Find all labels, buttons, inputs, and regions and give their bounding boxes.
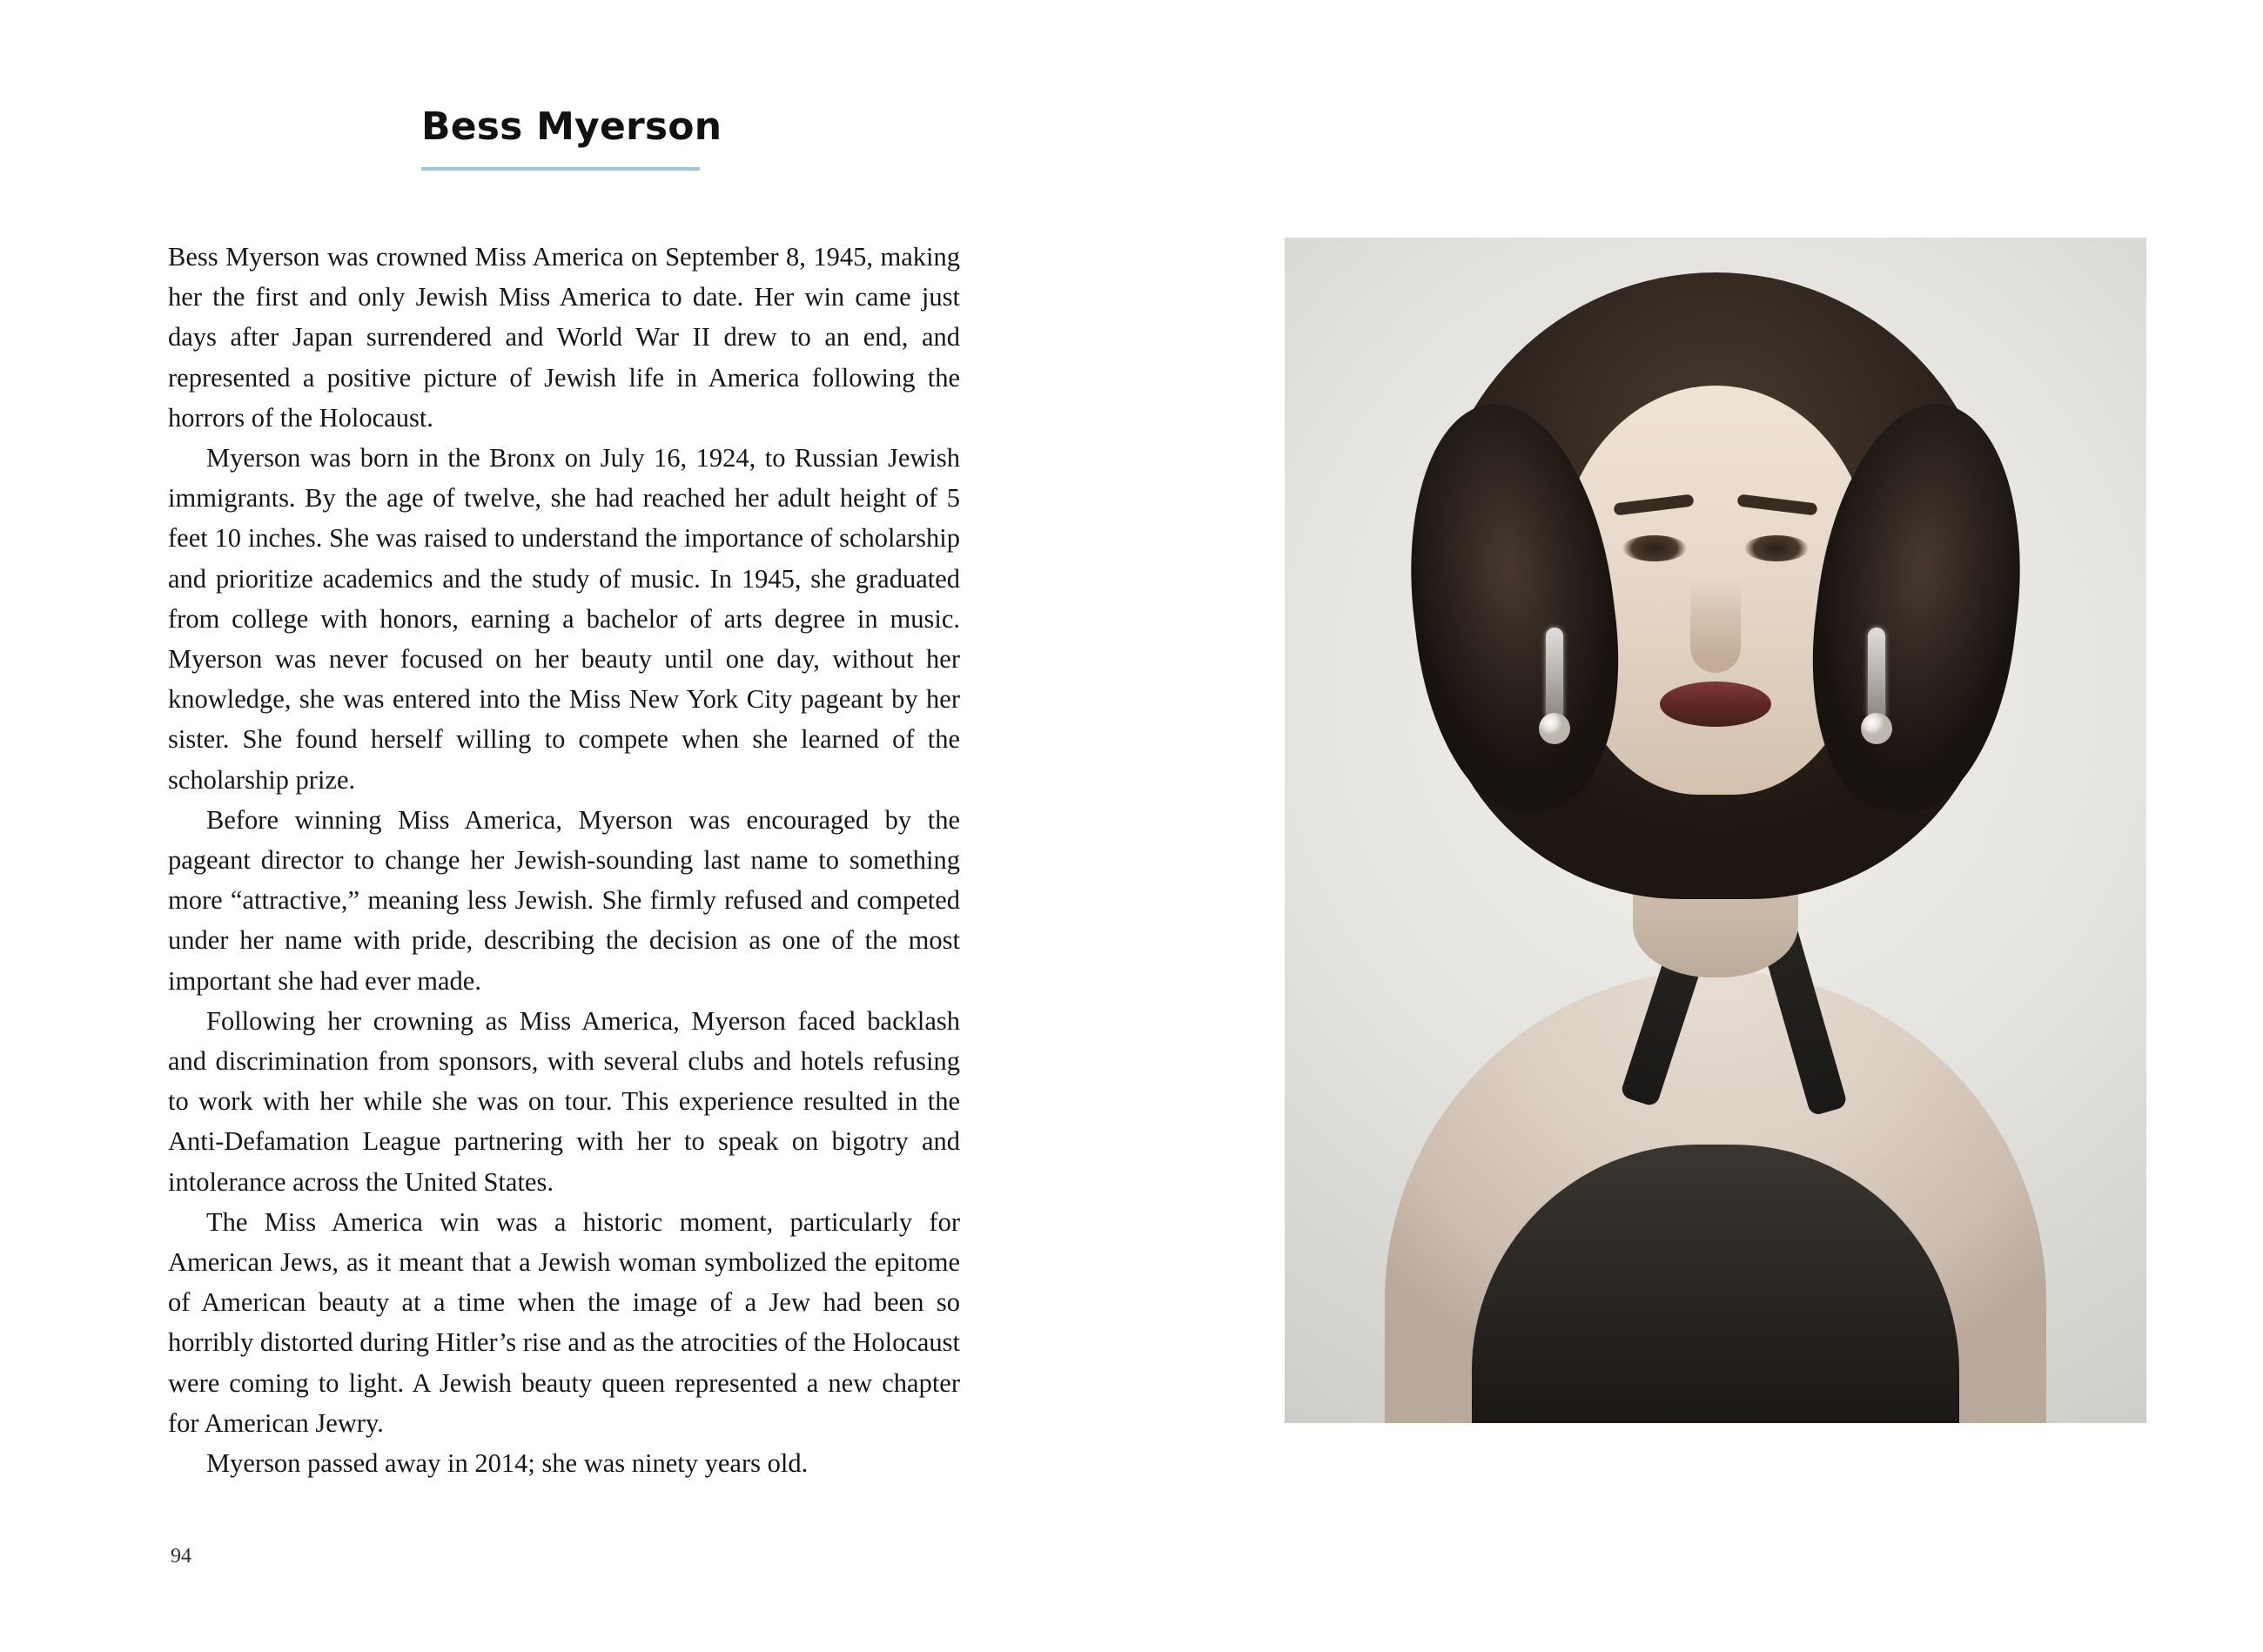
portrait-photo-image bbox=[1285, 238, 2146, 1423]
figure-earring-right bbox=[1868, 628, 1885, 722]
title-underline-rule bbox=[421, 167, 700, 171]
article-body bbox=[168, 237, 960, 1483]
body-paragraph: Bess Myerson was crowned Miss America on September 8, 1945, making her the first and only Jewish Miss America to date. Her win came just days after Japan surrendered and World War II drew to an end, and represented a positive picture of Jewish life in America following the horrors of the Holocaust. bbox=[168, 242, 960, 433]
body-paragraph: The Miss America win was a historic moment, particularly for American Jews, as it meant that a Jewish woman symbolized the epitome of American beauty at a time when the image of a Jew had been so horribly distorted during Hitler’s rise and as the atrocities of the Holocaust were coming to light. A Jewish beauty queen represented a new chapter for American Jewry. bbox=[168, 1206, 960, 1438]
page-title: Bess Myerson bbox=[421, 104, 722, 149]
body-paragraph: Myerson was born in the Bronx on July 16, 1924, to Russian Jewish immigrants. By the age of twelve, she had reached her adult height of 5 feet 10 inches. She was raised to understand the importance of scholarship and prioritize academics and the study of music. In 1945, she graduated from college with honors, earning a bachelor of arts degree in music. Myerson was never focused on her beauty until one day, without her knowledge, she was entered into the Miss New York City pageant by her sister. She found herself willing to compete when she learned of the scholarship prize. bbox=[168, 443, 960, 795]
figure-eye-left bbox=[1622, 535, 1687, 561]
figure-lips bbox=[1660, 682, 1771, 727]
portrait-photo bbox=[1285, 238, 2146, 1423]
figure-eye-right bbox=[1744, 535, 1809, 561]
page-title-block bbox=[421, 106, 1031, 171]
body-paragraph: Myerson passed away in 2014; she was ninety years old. bbox=[206, 1448, 809, 1479]
body-paragraph: Following her crowning as Miss America, Myerson faced backlash and discrimination from sponsors, with several clubs and hotels refusing to work with her while she was on tour. This experience resulted in the Anti-Defamation League partnering with her to speak on bigotry and intolerance across the United States. bbox=[168, 1005, 960, 1197]
page-number: 94 bbox=[171, 1545, 191, 1568]
figure-nose bbox=[1690, 577, 1741, 673]
body-paragraph: Before winning Miss America, Myerson was encouraged by the pageant director to change her Jewish-sounding last name to something more “attractive,” meaning less Jewish. She firmly refused and competed under her name with pride, describing the decision as one of the most important she had ever made. bbox=[168, 804, 960, 996]
figure-earring-left bbox=[1546, 628, 1563, 722]
